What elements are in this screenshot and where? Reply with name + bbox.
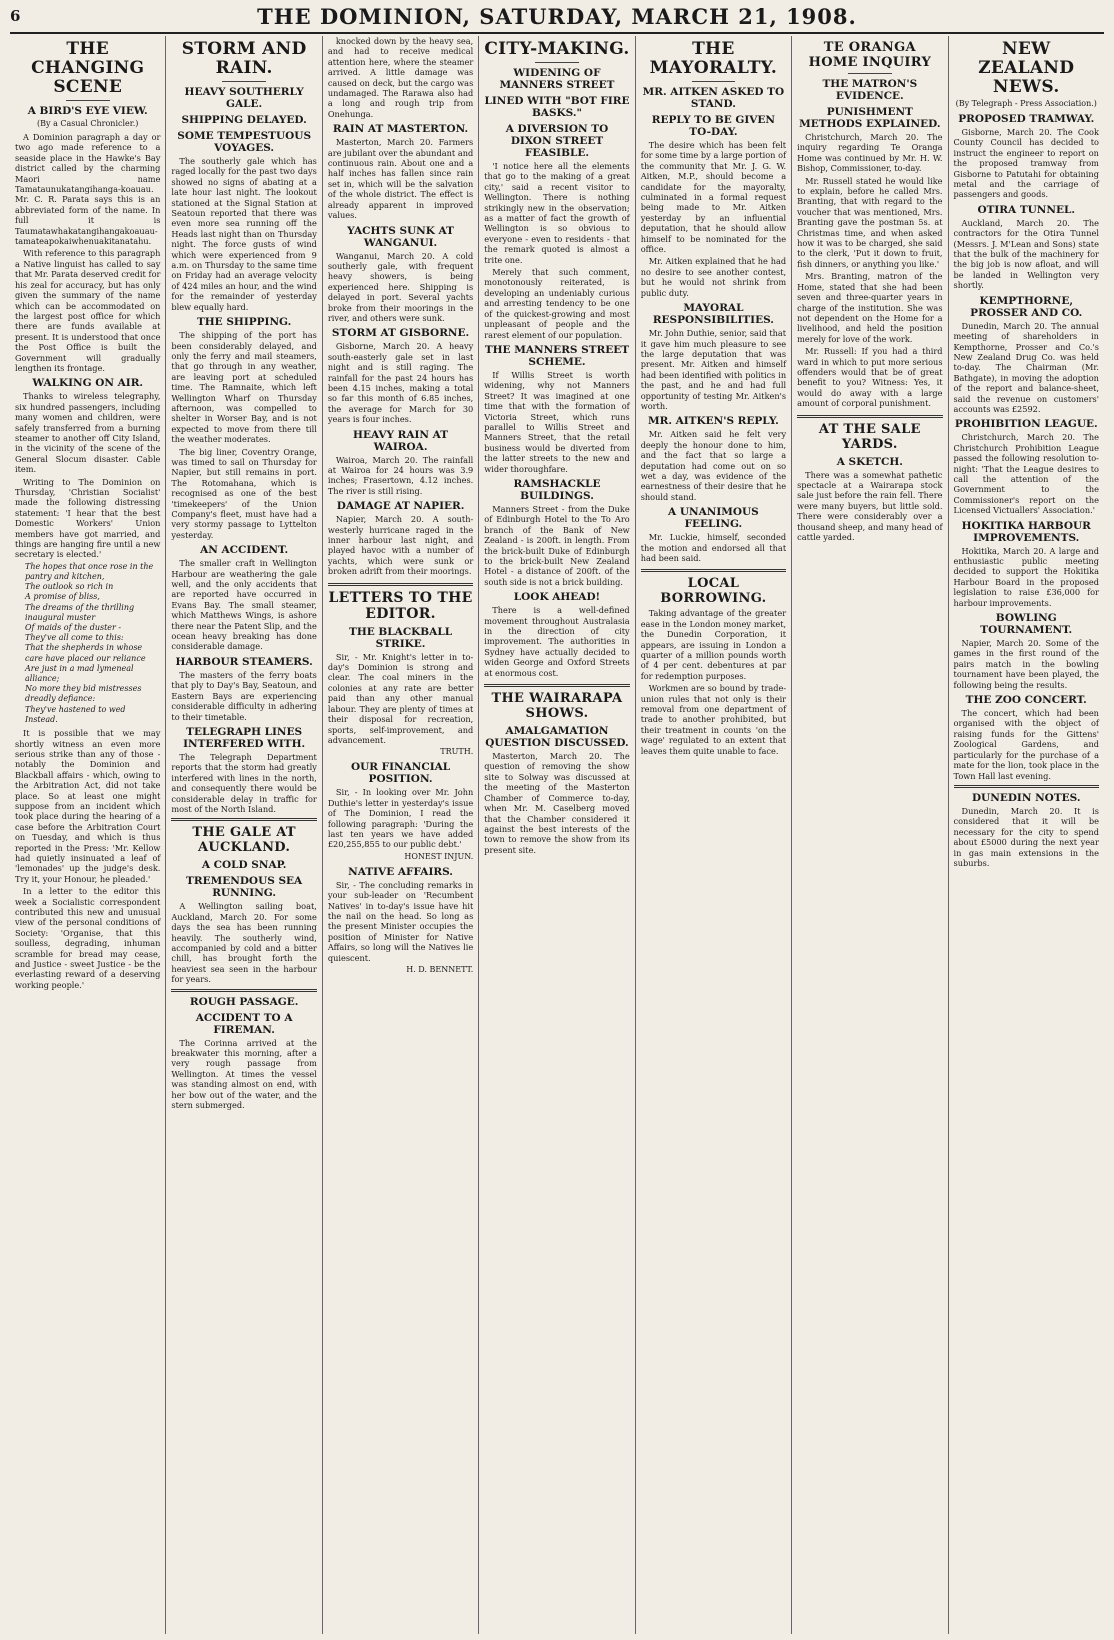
paragraph: Sir, - In looking over Mr. John Duthie's letter in yesterday's issue of The Dominion, I read the following paragraph: 'During the last ten years we have added £20,255,855 to our public debt.' (327, 787, 474, 850)
article-changing-scene (15, 40, 160, 990)
verse-line: They've hastened to wed (25, 704, 126, 714)
paragraph: Dunedin, March 20. The annual meeting of shareholders in Kempthorne, Prosser and Co.'s New Zealand Drug Co. was held to-day. The Chairman (Mr. Bathgate), in moving the adoption of the report and balance-sheet, said the revenue on customers' accounts was £2592. (953, 320, 1099, 414)
subhead: MR. AITKEN ASKED TO STAND. (642, 86, 785, 110)
column-6 (792, 36, 948, 1634)
section-heading: PROHIBITION LEAGUE. (954, 418, 1098, 431)
headline: THE WAIRARAPA SHOWS. (491, 691, 623, 722)
page-number: 6 (10, 7, 21, 25)
paragraph: Mr. Russell stated he would like to explain, before he called Mrs. Branting, that with regard to the voucher that was mentioned, Mrs. Branting gave the postman 5s. at Christmas time, and when asked how it was to be charged, she said to the clerk, 'Put it down to fruit, fish dinners, or anything you like.' (797, 175, 943, 269)
column-3 (323, 36, 479, 1634)
paragraph: There was a somewhat pathetic spectacle at a Wairarapa stock sale just before the rain fell. There were many buyers, but little sold. There were considerably over a thousand sheep, and many head of cattle yarded. (797, 469, 943, 542)
section-heading: HARBOUR STEAMERS. (175, 655, 313, 668)
headline: NEW ZEALAND NEWS. (978, 39, 1075, 97)
paragraph: The shipping of the port has been considerably delayed, and only the ferry and mail steamers, that go through in any weather, are leaving port at scheduled time. The Ramnaite, which left Wellington Wharf on Thursday afternoon, was compelled to shelter in Worser Bay, and is not expected to move from there till the weather moderates. (171, 330, 317, 445)
paragraph: Masterton, March 20. Farmers are jubilant over the abundant and continuous rain. About one and a half inches has fallen since rain set in, which will be the salvation of the whole district. The effect is already apparent in improved values. (327, 137, 474, 221)
column-7 (949, 36, 1104, 1634)
paragraph: Christchurch, March 20. The Christchurch Prohibition League passed the following resolution to-night: 'That the League desires to call the attention of the Government to the Commissioner's report on the Licensed Victuallers' Association.' (953, 432, 1099, 516)
section-heading: OTIRA TUNNEL. (977, 203, 1076, 216)
byline: (By Telegraph - Press Association.) (955, 99, 1097, 108)
subhead: PUNISHMENT METHODS EXPLAINED. (799, 106, 941, 130)
paragraph: Workmen are so bound by trade-union rules that not only is their removal from one department of trade to another prohibited, but their treatment in counts 'on the wage' regulated to an extent that leaves them quite unable to face. (640, 683, 787, 756)
verse-line: Are just in a mad lymeneal alliance; (25, 663, 134, 684)
subhead: HEAVY SOUTHERLY GALE. (184, 86, 304, 110)
column-4 (479, 36, 635, 1634)
section-heading: THE SHIPPING. (196, 316, 292, 329)
paragraph: With reference to this paragraph a Native linguist has called to say that Mr. Parata deserved credit for his zeal for accuracy, but has only given the summary of the name which can be accommodated on the largest post office for which there are funds available at present. It is understood that once the Post Office is built the Government will gradually lengthen its frontage. (15, 248, 161, 373)
paragraph: Wanganui, March 20. A cold southerly gale, with frequent heavy showers, is being experienced here. Shipping is delayed in port. Several yachts broke from their moorings in the river, and others were sunk. (327, 250, 474, 323)
paragraph: knocked down by the heavy sea, and had to receive medical attention here, where the steamer arrived. A little damage was caused on deck, but the cargo was undamaged. The Rarawa also had a long and rough trip from Onehunga. (327, 36, 474, 119)
article-storm-continued (328, 36, 473, 577)
paragraph: The desire which has been felt for some time by a large portion of the community that Mr. J. G. W. Aitken, M.P., should become a candidate for the mayoralty, culminated in a formal request being made to Mr. Aitken yesterday by an influential deputation, that he should allow himself to be nominated for the office. (640, 140, 787, 255)
paragraph: Thanks to wireless telegraphy, six hundred passengers, including many women and children, were safely transferred from a burning steamer to another off City Island, in the vicinity of the scene of the General Slocum disaster. Cable item. (15, 391, 161, 475)
article-local-borrowing (641, 576, 786, 756)
headline: STORM AND RAIN. (181, 39, 307, 78)
headline: THE MAYORALTY. (649, 39, 778, 78)
verse-line: No more they bid mistresses dreadly defiance: (25, 684, 142, 704)
section-heading: DAMAGE AT NAPIER. (336, 500, 465, 513)
section-heading: WALKING ON AIR. (32, 377, 144, 390)
section-heading: TELEGRAPH LINES INTERFERED WITH. (183, 725, 306, 750)
paragraph: Manners Street - from the Duke of Edinburgh Hotel to the To Aro branch of the Bank of New Zealand - is 200ft. in length. From the brick-built Duke of Edinburgh to the brick-built New Zealand Hotel - a distance of 200ft. of the south side is not a brick building. (484, 503, 630, 587)
signature: HONEST INJUN. (404, 851, 474, 861)
subhead: A DIVERSION TO DIXON STREET FEASIBLE. (505, 123, 609, 159)
paragraph: Mr. John Duthie, senior, said that it gave him much pleasure to see the large deputation that was present. Mr. Aitken and himself had been identified with politics in the past, and he and had full opportunity of testing Mr. Aitken's worth. (640, 328, 787, 411)
paragraph: Hokitika, March 20. A large and enthusiastic public meeting decided to support the Hokitika Harbour Board in the proposed legislation to raise £36,000 for harbour improvements. (953, 545, 1099, 608)
section-heading: HEAVY RAIN AT WAIROA. (353, 428, 449, 453)
paragraph: Mr. Luckie, himself, seconded the motion and endorsed all that had been said. (640, 532, 787, 563)
paragraph: Mrs. Branting, matron of the Home, stated that she had been seven and three-quarter years in charge of the institution. She was not dependent on the Home for a livelihood, and held the position merely for love of the work. (797, 271, 943, 344)
signature: H. D. BENNETT. (406, 965, 474, 974)
verse-line: A promise of bliss, (25, 592, 100, 602)
paragraph: The Corinna arrived at the breakwater this morning, after a very rough passage from Wellington. At times the vessel was standing almost on end, with her bow out of the water, and the stern submerged. (171, 1037, 317, 1111)
paragraph: Mr. Aitken said he felt very deeply the honour done to him, and the fact that so large a deputation had come out on so wet a day, was evidence of the earnestness of their desire that he should stand. (640, 429, 787, 502)
paragraph: 'I notice here all the elements that go to the making of a great city,' said a recent visitor to Wellington. There is nothing strikingly new in the observation; as a matter of fact the growth of Wellington is so obvious to everyone - even to residents - that the remark quoted is almost a trite one. (484, 161, 630, 265)
paragraph: The smaller craft in Wellington Harbour are weathering the gale well, and the only accidents that are reported have occurred in Evans Bay. The small steamer, which Matthews Wings, is ashore there near the Patent Slip, and the ocean heavy breaking has done considerable damage. (171, 558, 317, 652)
paragraph: Dunedin, March 20. It is considered that it will be necessary for the city to spend about £5000 during the next year in gas main extensions in the suburbs. (953, 805, 1099, 868)
article-letters (328, 590, 473, 975)
paragraph: The concert, which had been organised with the object of raising funds for the Gittens' Zoological Gardens, and particularly for the purchase of a mate for the lion, took place in the Town Hall last evening. (953, 708, 1099, 781)
subhead: A BIRD'S EYE VIEW. (27, 105, 148, 117)
section-heading: THE MANNERS STREET SCHEME. (484, 343, 630, 368)
article-te-oranga (797, 40, 942, 409)
verse-line: Instead. (25, 714, 58, 724)
section-heading: THE BLACKBALL STRIKE. (349, 625, 453, 650)
paragraph: Mr. Aitken explained that he had no desire to see another contest, but he would not shrink from public duty. (640, 256, 787, 298)
column-5 (636, 36, 792, 1634)
paragraph: Auckland, March 20. The contractors for the Otira Tunnel (Messrs. J. M'Lean and Sons) state that the bulk of the machinery for the big job is now afloat, and will be landed in Wellington very shortly. (953, 217, 1099, 291)
paragraph: A Wellington sailing boat, Auckland, March 20. For some days the sea has been running heavily. The southerly wind, accompanied by cold and a bitter chill, has brought forth the heaviest sea seen in the harbour for years. (171, 901, 317, 985)
verse-line: Of maids of the duster - (25, 623, 122, 633)
paragraph: The southerly gale which has raged locally for the past two days showed no signs of abating at a late hour last night. The lookout stationed at the Signal Station at Seatoun reported that there was even more sea running off the Heads last night than on Thursday night. The force gusts of wind which were experienced from 9 a.m. on Thursday to the same time on Friday had an average velocity of 424 miles an hour, and the wind for the remainder of yesterday blew equally hard. (171, 156, 317, 312)
section-heading: BOWLING TOURNAMENT. (980, 612, 1073, 637)
headline: THE GALE AT AUCKLAND. (192, 825, 296, 856)
paragraph: The Telegraph Department reports that the storm had greatly interfered with lines in the north, and consequently there would be considerable delay in traffic for most of the North Island. (171, 751, 317, 814)
column-2 (166, 36, 322, 1634)
subhead: A COLD SNAP. (201, 859, 287, 872)
subhead: WIDENING OF MANNERS STREET (499, 67, 615, 91)
headline: AT THE SALE YARDS. (818, 421, 921, 452)
headline: LETTERS TO THE EDITOR. (328, 589, 473, 622)
paragraph: Taking advantage of the greater ease in the London money market, the Dunedin Corporation, it appears, are issuing in London a quarter of a million pounds worth of 4 per cent. debentures at par for redemption purposes. (640, 608, 787, 681)
paragraph: A Dominion paragraph a day or two ago made reference to a seaside place in the Hawke's Bay district called by the charming Maori name Tamataunukatangihanga-koauau. Mr. C. R. Parata says this is an abbreviated form of the name. In full it is Taumatawhakatangihangakoauau-tamateapokaiwhenuakitanatahu. (15, 132, 161, 247)
article-storm-and-rain (171, 40, 316, 1110)
section-heading: RAIN AT MASTERTON. (332, 123, 469, 136)
column-1 (10, 36, 166, 1634)
paragraph: Merely that such comment, monotonously reiterated, is developing an undeniably curious and arresting tendency to be one of the quickest-growing and most unpleasant of people and the rarest element of our population. (484, 267, 630, 340)
paragraph: Wairoa, March 20. The rainfall at Wairoa for 24 hours was 3.9 inches; Frasertown, 4.12 inches. The river is still rising. (327, 454, 474, 496)
headline: TE ORANGA HOME INQUIRY (808, 40, 932, 70)
masthead (10, 0, 1104, 34)
section-heading: HOKITIKA HARBOUR IMPROVEMENTS. (961, 519, 1091, 544)
verse-line: They've all come to this: (25, 633, 124, 643)
section-heading: YACHTS SUNK AT WANGANUI. (347, 224, 454, 249)
signature: TRUTH. (440, 747, 474, 757)
headline: CITY-MAKING. (484, 39, 630, 59)
verse (25, 562, 160, 725)
subhead: TREMENDOUS SEA RUNNING. (186, 875, 303, 900)
headline: THE CHANGING SCENE (31, 39, 145, 97)
section-heading: OUR FINANCIAL POSITION. (350, 761, 451, 786)
section-heading: PROPOSED TRAMWAY. (958, 113, 1095, 125)
paragraph: In a letter to the editor this week a Socialistic correspondent contributed this new and unusual view of the personal conditions of Society: 'Organise, that this soulless, degrading, inhuman scramble for bread may cease, and Justice - sweet Justice - be the everlasting reward of a deserving working people.' (15, 886, 161, 990)
paragraph: Napier, March 20. Some of the games in the first round of the pairs match in the bowling tournament have been played, the following being the results. (953, 638, 1099, 690)
paragraph: If Willis Street is worth widening, why not Manners Street? It was imagined at one time that with the formation of Victoria Street, which runs parallel to Willis Street and Manners Street, that the retail business would be diverted from the latter streets to the new and wider thoroughfare. (484, 369, 630, 474)
subhead: THE MATRON'S EVIDENCE. (822, 78, 918, 102)
paragraph: Christchurch, March 20. The inquiry regarding Te Oranga Home was continued by Mr. H. W. Bishop, Commissioner, to-day. (797, 132, 943, 174)
article-nz-news (954, 40, 1099, 868)
paragraph: Sir, - The concluding remarks in your sub-leader on 'Recumbent Natives' in to-day's issue have hit the nail on the head. So long as the present Minister occupies the position of Minister for Native Affairs, so long will the Natives lie quiescent. (327, 879, 474, 963)
section-heading: NATIVE AFFAIRS. (348, 865, 453, 878)
headline: LOCAL BORROWING. (660, 576, 767, 607)
paragraph: Mr. Russell: If you had a third ward in which to put more serious offenders would that be of great benefit to you? Witness: Yes, it would do away with a large amount of corporal punishment. (797, 346, 943, 409)
paragraph: Writing to The Dominion on Thursday, 'Christian Socialist' made the following distressing statement: 'I hear that the best Domestic Workers' Union members have got married, and things are hanging fire until a new secretary is elected.' (15, 476, 161, 560)
byline: (By a Casual Chronicler.) (37, 119, 139, 128)
paragraph: The big liner, Coventry Orange, was timed to sail on Thursday for Napier, but still remains in port. The Rotomahana, which is recognised as one of the best 'timekeepers' of the Union Company's fleet, must have had a very stormy passage to Lyttelton yesterday. (171, 446, 317, 540)
article-mayoralty (641, 40, 786, 563)
subhead: LINED WITH "BOT FIRE BASKS." (484, 95, 630, 119)
section-heading: MR. AITKEN'S REPLY. (647, 415, 779, 428)
paragraph: It is possible that we may shortly witness an even more serious strike than any of those - notably the Dominion and Blackball affairs - which, owing to the Arbitration Act, did not take place. So at least one might suppose from an incident which took place during the hearing of a case before the Arbitration Court on Tuesday, and which is thus reported in the Press: 'Mr. Kellow had quietly insinuated a leaf of 'lemonades' up the judge's desk. Try it, your Honour, he pleaded.' (15, 728, 161, 884)
paragraph: Gisborne, March 20. The Cook County Council has decided to instruct the engineer to report on the proposed tramway from Gisborne to Patutahi for obtaining metal and the carriage of passengers and goods. (953, 127, 1099, 200)
paragraph: Gisborne, March 20. A heavy south-easterly gale set in last night and is still raging. The rainfall for the past 24 hours has been 4.15 inches, making a total so far this month of 6.85 inches, the average for March for 30 years is four inches. (327, 341, 474, 425)
section-heading: KEMPTHORNE, PROSSER AND CO. (970, 294, 1083, 319)
section-heading: THE ZOO CONCERT. (965, 694, 1087, 707)
section-heading: AN ACCIDENT. (200, 544, 289, 557)
section-heading: MAYORAL RESPONSIBILITIES. (652, 302, 774, 327)
article-city-making (484, 40, 629, 678)
paragraph: Masterton, March 20. The question of removing the show site to Solway was discussed at the meeting of the Masterton Chamber of Commerce to-day, when Mr. M. Caselberg moved that the Chamber considered it against the best interests of the town to remove the show from its present site. (484, 751, 630, 855)
subhead: ROUGH PASSAGE. (189, 995, 299, 1008)
verse-line: The hopes that once rose in the pantry and kitchen, (25, 561, 154, 582)
section-heading: LOOK AHEAD! (513, 591, 601, 604)
subhead: ACCIDENT TO A FIREMAN. (195, 1011, 293, 1036)
verse-line: The dreams of the thrilling inaugural muster (25, 602, 135, 622)
section-heading: STORM AT GISBORNE. (331, 327, 470, 340)
paragraph: Sir, - Mr. Knight's letter in to-day's Dominion is strong and clear. The coal miners in the colonies at any rate are better paid than any other manual labour. They are plenty of times at their disposal for recreation, sports, self-improvement, and advancement. (327, 651, 474, 745)
subhead: REPLY TO BE GIVEN TO-DAY. (651, 114, 776, 138)
paragraph: Napier, March 20. A south-westerly hurricane raged in the inner harbour last night, and played havoc with a number of yachts, which were sunk or broken adrift from their moorings. (327, 514, 474, 577)
verse-line: That the shepherds in whose care have placed our reliance (25, 643, 146, 663)
paragraph: There is a well-defined movement throughout Australasia in the direction of city improvement. The authorities in Sydney have actually decided to widen George and Oxford Streets at enormous cost. (484, 605, 630, 678)
paragraph: The masters of the ferry boats that ply to Day's Bay, Seatoun, and Eastern Bays are experiencing considerable difficulty in adhering to their timetable. (171, 669, 317, 722)
article-wairarapa-shows (484, 691, 629, 855)
subhead: A SKETCH. (836, 455, 903, 468)
verse-line: The outlook so rich in (25, 582, 114, 592)
newspaper-title: THE DOMINION, SATURDAY, MARCH 21, 1908. (257, 3, 857, 29)
subhead: SHIPPING DELAYED. (181, 114, 307, 126)
article-sale-yards (797, 422, 942, 543)
section-heading: A UNANIMOUS FEELING. (668, 506, 759, 531)
subhead: AMALGAMATION QUESTION DISCUSSED. (485, 725, 629, 750)
section-heading: RAMSHACKLE BUILDINGS. (513, 477, 601, 502)
columns (10, 36, 1104, 1634)
subhead: SOME TEMPESTUOUS VOYAGES. (177, 130, 312, 154)
section-heading: DUNEDIN NOTES. (971, 791, 1081, 804)
